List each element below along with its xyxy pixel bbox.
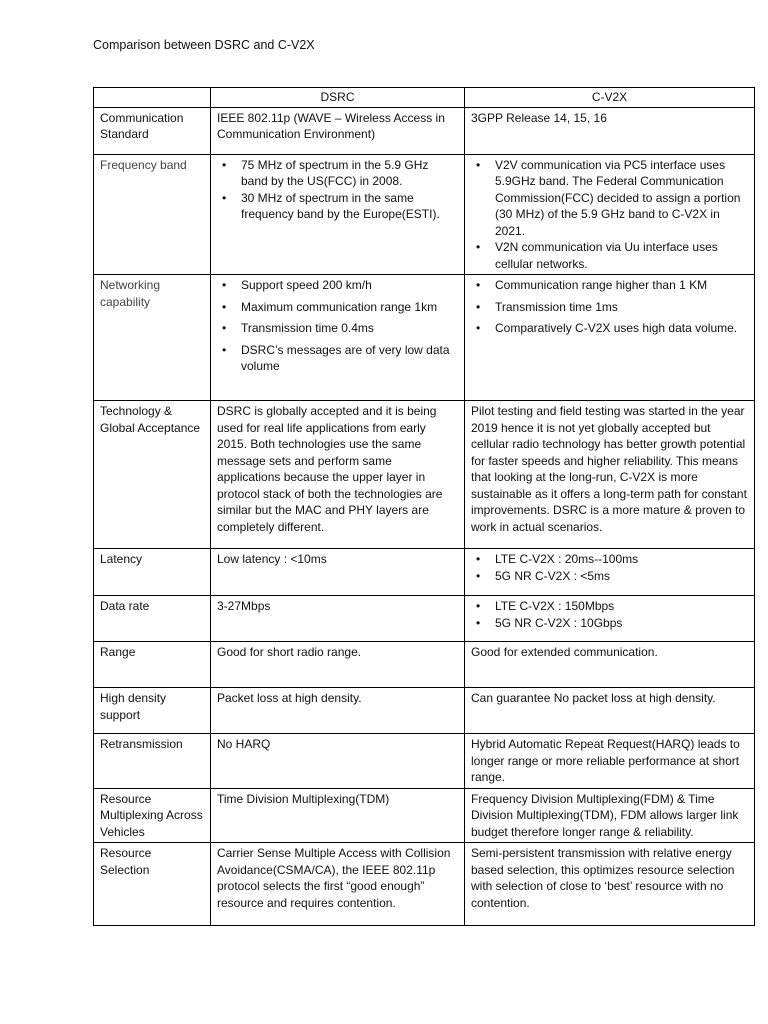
list-item: • Transmission time 0.4ms: [241, 320, 458, 337]
cv2x-cell: [465, 596, 755, 642]
list-item: • 5G NR C-V2X : <5ms: [495, 568, 748, 585]
table-row: [94, 688, 755, 734]
bullet-list: [471, 277, 748, 337]
cv2x-cell: Frequency Division Multiplexing(FDM) & Time Division Multiplexing(TDM), FDM allows larger link budget therefore longer range & reliability.: [465, 788, 755, 843]
dsrc-cell: Packet loss at high density.: [211, 688, 465, 734]
dsrc-cell: 3-27Mbps: [211, 596, 465, 642]
list-item: • 30 MHz of spectrum in the same frequency band by the Europe(ESTI).: [241, 190, 458, 223]
cv2x-cell: [465, 154, 755, 275]
header-cell-dsrc: DSRC: [211, 88, 465, 108]
row-label: Frequency band: [94, 154, 211, 275]
table-row: [94, 154, 755, 275]
table-row: [94, 596, 755, 642]
table-row: [94, 843, 755, 926]
table-row: [94, 788, 755, 843]
list-item: • LTE C-V2X : 150Mbps: [495, 598, 748, 615]
cv2x-cell: [465, 275, 755, 401]
list-item: • Maximum communication range 1km: [241, 299, 458, 316]
list-item: • 75 MHz of spectrum in the 5.9 GHz band by the US(FCC) in 2008.: [241, 157, 458, 190]
table-row: [94, 734, 755, 789]
bullet-list: [471, 551, 748, 584]
cv2x-cell: Hybrid Automatic Repeat Request(HARQ) leads to longer range or more reliable performance at short range.: [465, 734, 755, 789]
cv2x-cell: Good for extended communication.: [465, 642, 755, 688]
dsrc-cell: [211, 154, 465, 275]
row-label: Retransmission: [94, 734, 211, 789]
dsrc-cell: DSRC is globally accepted and it is being used for real life applications from early 2015. Both technologies use the same message sets and perform same applications because the upper layer in protocol stack of both the technologies are similar but the MAC and PHY layers are completely different.: [211, 401, 465, 549]
row-label: Communication Standard: [94, 107, 211, 154]
table-row: [94, 642, 755, 688]
header-cell-empty: [94, 88, 211, 108]
dsrc-cell: Carrier Sense Multiple Access with Collision Avoidance(CSMA/CA), the IEEE 802.11p protocol selects the first “good enough” resource and requires contention.: [211, 843, 465, 926]
table-row: [94, 401, 755, 549]
header-cell-cv2x: C-V2X: [465, 88, 755, 108]
dsrc-cell: [211, 275, 465, 401]
list-item: • Communication range higher than 1 KM: [495, 277, 748, 294]
cv2x-cell: 3GPP Release 14, 15, 16: [465, 107, 755, 154]
row-label: High density support: [94, 688, 211, 734]
list-item: • LTE C-V2X : 20ms--100ms: [495, 551, 748, 568]
list-item: • Support speed 200 km/h: [241, 277, 458, 294]
bullet-list: [471, 598, 748, 631]
table-row: [94, 107, 755, 154]
dsrc-cell: Good for short radio range.: [211, 642, 465, 688]
table-row: [94, 549, 755, 596]
row-label: Latency: [94, 549, 211, 596]
bullet-list: [217, 277, 458, 375]
cv2x-cell: Pilot testing and field testing was started in the year 2019 hence it is not yet globally accepted but cellular radio technology has better growth potential for faster speeds and higher reliability. This means that looking at the long-run, C-V2X is more sustainable as it offers a long-term path for constant improvements. DSRC is a more mature & proven to work in actual scenarios.: [465, 401, 755, 549]
document-title: Comparison between DSRC and C-V2X: [93, 38, 315, 52]
table-row: [94, 275, 755, 401]
dsrc-cell: Time Division Multiplexing(TDM): [211, 788, 465, 843]
cv2x-cell: [465, 549, 755, 596]
table-header-row: [94, 88, 755, 108]
row-label: Data rate: [94, 596, 211, 642]
bullet-list: [471, 157, 748, 273]
cv2x-cell: Semi-persistent transmission with relative energy based selection, this optimizes resource selection with selection of close to ‘best’ resource with no contention.: [465, 843, 755, 926]
dsrc-cell: Low latency : <10ms: [211, 549, 465, 596]
row-label: Technology & Global Acceptance: [94, 401, 211, 549]
comparison-table: [93, 87, 755, 926]
list-item: • V2N communication via Uu interface uses cellular networks.: [495, 239, 748, 272]
list-item: • Transmission time 1ms: [495, 299, 748, 316]
dsrc-cell: IEEE 802.11p (WAVE – Wireless Access in Communication Environment): [211, 107, 465, 154]
bullet-list: [217, 157, 458, 223]
list-item: • 5G NR C-V2X : 10Gbps: [495, 615, 748, 632]
dsrc-cell: No HARQ: [211, 734, 465, 789]
list-item: • V2V communication via PC5 interface uses 5.9GHz band. The Federal Communication Commission(FCC) decided to assign a portion (30 MHz) of the 5.9 GHz band to C-V2X in 2021.: [495, 157, 748, 240]
cv2x-cell: Can guarantee No packet loss at high density.: [465, 688, 755, 734]
list-item: • DSRC’s messages are of very low data volume: [241, 342, 458, 375]
row-label: Networking capability: [94, 275, 211, 401]
list-item: • Comparatively C-V2X uses high data volume.: [495, 320, 748, 337]
row-label: Range: [94, 642, 211, 688]
row-label: Resource Multiplexing Across Vehicles: [94, 788, 211, 843]
row-label: Resource Selection: [94, 843, 211, 926]
